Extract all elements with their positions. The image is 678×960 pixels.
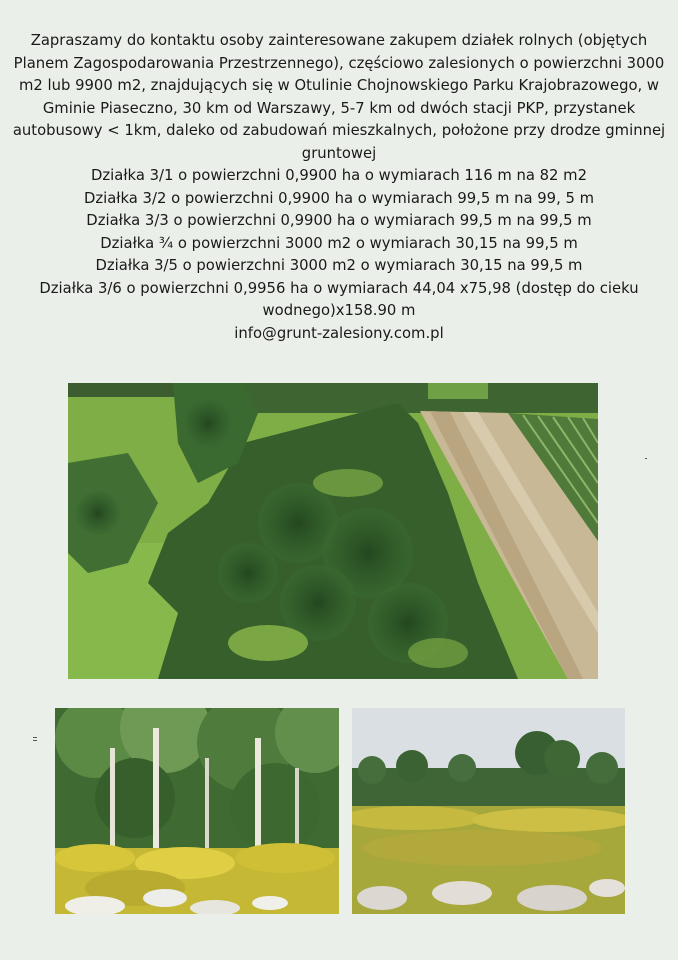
page-speck bbox=[33, 740, 37, 741]
plot-line-4: Działka ¾ o powierzchni 3000 m2 o wymiarach 30,15 na 99,5 m bbox=[100, 234, 578, 252]
plot-line-3: Działka 3/3 o powierzchni 0,9900 ha o wymiarach 99,5 m na 99,5 m bbox=[86, 212, 592, 229]
birch-trees-photo bbox=[55, 708, 339, 914]
plot-line-5: Działka 3/5 o powierzchni 3000 m2 o wymiarach 30,15 na 99,5 m bbox=[95, 257, 583, 274]
plot-line-1: Działka 3/1 o powierzchni 0,9900 ha o wymiarach 116 m na 82 m2 bbox=[91, 167, 587, 184]
meadow-photo bbox=[352, 708, 625, 914]
plot-line-2: Działka 3/2 o powierzchni 0,9900 ha o wymiarach 99,5 m na 99, 5 m bbox=[83, 189, 595, 207]
contact-email[interactable]: info@grunt-zalesiony.com.pl bbox=[234, 324, 444, 342]
intro-paragraph: Zapraszamy do kontaktu osoby zainteresowane zakupem działek rolnych (objętych Planem Zagospodarowania Przestrzennego), częściowo zalesionych o powierzchni 3000 m2 lub 9900 m2, znajdujących się w Otulinie Chojnowskiego Parku Krajobrazowego, w Gminie Piaseczno, 30 km od Warszawy, 5-7 km od dwóch stacji PKP, przystanek autobusowy < 1km, daleko od zabudowań mieszkalnych, położone przy drodze gminnej gruntowej bbox=[12, 32, 666, 162]
page-speck bbox=[33, 737, 37, 738]
page-speck bbox=[645, 458, 647, 459]
aerial-photo bbox=[68, 383, 598, 679]
listing-text bbox=[12, 30, 666, 345]
plot-line-6: Działka 3/6 o powierzchni 0,9956 ha o wymiarach 44,04 x75,98 (dostęp do cieku wodnego)x158.90 m bbox=[39, 279, 639, 319]
